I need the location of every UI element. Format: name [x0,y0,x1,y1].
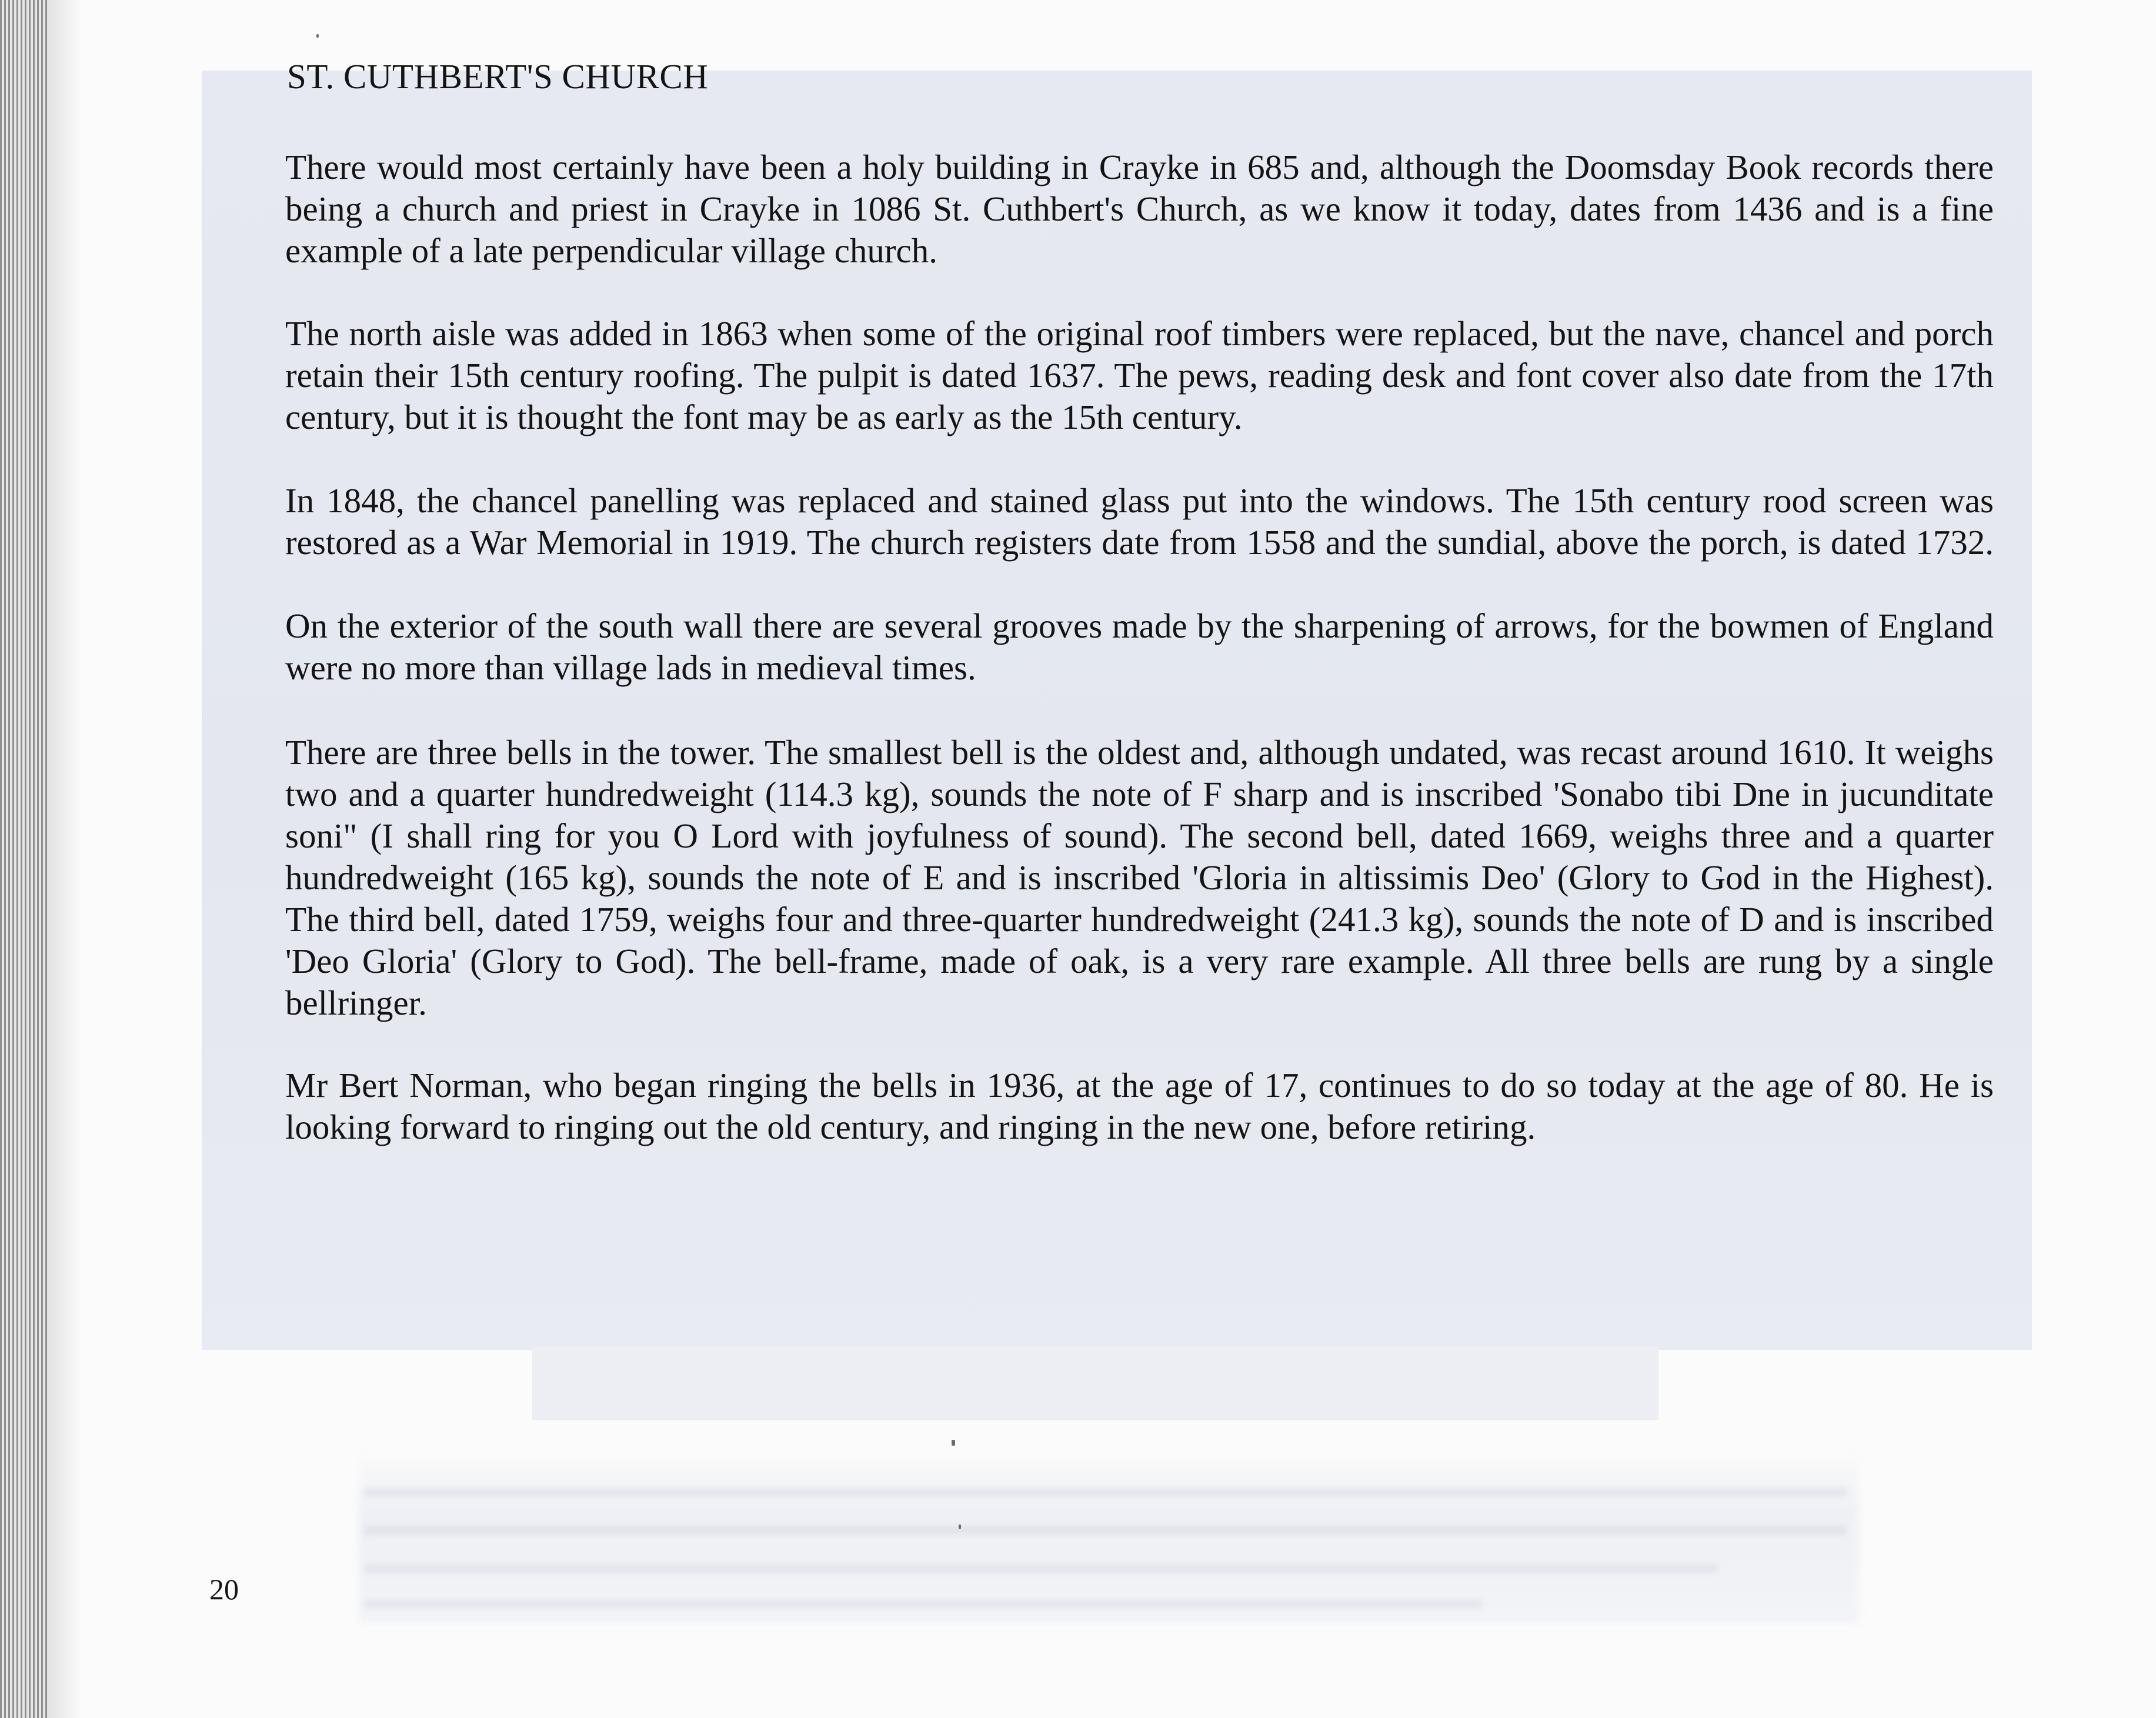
text-line: soni" (I shall ring for you O Lord with joyfulness of sound). The second bell, dated 1669, weighs three and a quarter [285,816,1994,855]
text-line: 'Deo Gloria' (Glory to God). The bell-frame, made of oak, is a very rare example. All three bells are rung by a single [285,942,1994,980]
faded-photo-lower-edge [532,1347,1658,1420]
bleed-through-line [365,1600,1482,1608]
bleed-through-line [365,1564,1717,1573]
text-line: hundredweight (165 kg), sounds the note of E and is inscribed 'Gloria in altissimis Deo' (Glory to God in the Highest). [285,858,1994,897]
paragraph-chancel [285,480,1994,563]
bleed-through-line [365,1488,1847,1496]
page-number: 20 [209,1573,239,1606]
gutter-shadow [47,0,82,1718]
text-line: looking forward to ringing out the old century, and ringing in the new one, before retiring. [285,1107,1536,1146]
text-line: On the exterior of the south wall there are several grooves made by the sharpening of arrows, for the bowmen of England [285,606,1994,645]
book-spine-edge [0,0,47,1718]
text-line: The third bell, dated 1759, weighs four and three-quarter hundredweight (241.3 kg), sounds the note of D and is inscribed [285,900,1994,939]
text-line: example of a late perpendicular village church. [285,231,937,270]
text-line: were no more than village lads in medieval times. [285,648,976,687]
page-title: ST. CUTHBERT'S CHURCH [287,57,709,96]
text-line: retain their 15th century roofing. The pulpit is dated 1637. The pews, reading desk and font cover also date from the 17th [285,356,1994,395]
text-line: restored as a War Memorial in 1919. The church registers date from 1558 and the sundial, above the porch, is dated 1732. [285,523,1994,562]
text-line: two and a quarter hundredweight (114.3 kg), sounds the note of F sharp and is inscribed 'Sonabo tibi Dne in jucunditate [285,775,1994,813]
text-line: In 1848, the chancel panelling was replaced and stained glass put into the windows. The 15th century rood screen was [285,481,1994,520]
dust-speck [959,1524,961,1529]
text-line: century, but it is thought the font may be as early as the 15th century. [285,398,1243,436]
reverse-page-bleed-through [359,1453,1858,1623]
text-line: bellringer. [285,983,427,1022]
paragraph-south-wall [285,605,1994,689]
paragraph-north-aisle [285,313,1994,438]
dust-speck [316,34,319,38]
bleed-through-line [365,1526,1847,1534]
dust-speck [952,1440,955,1446]
paragraph-bellringer [285,1065,1994,1148]
text-line: Mr Bert Norman, who began ringing the bells in 1936, at the age of 17, continues to do so today at the age of 80. He is [285,1066,1994,1105]
text-line: The north aisle was added in 1863 when some of the original roof timbers were replaced, but the nave, chancel and porch [285,314,1994,353]
paragraph-bells [285,732,1994,1024]
text-line: There would most certainly have been a holy building in Crayke in 685 and, although the Doomsday Book records there [285,148,1994,186]
text-line: being a church and priest in Crayke in 1086 St. Cuthbert's Church, as we know it today, dates from 1436 and is a fine [285,189,1994,228]
paragraph-church-origins [285,146,1994,272]
text-line: There are three bells in the tower. The smallest bell is the oldest and, although undated, was recast around 1610. It weighs [285,733,1994,772]
